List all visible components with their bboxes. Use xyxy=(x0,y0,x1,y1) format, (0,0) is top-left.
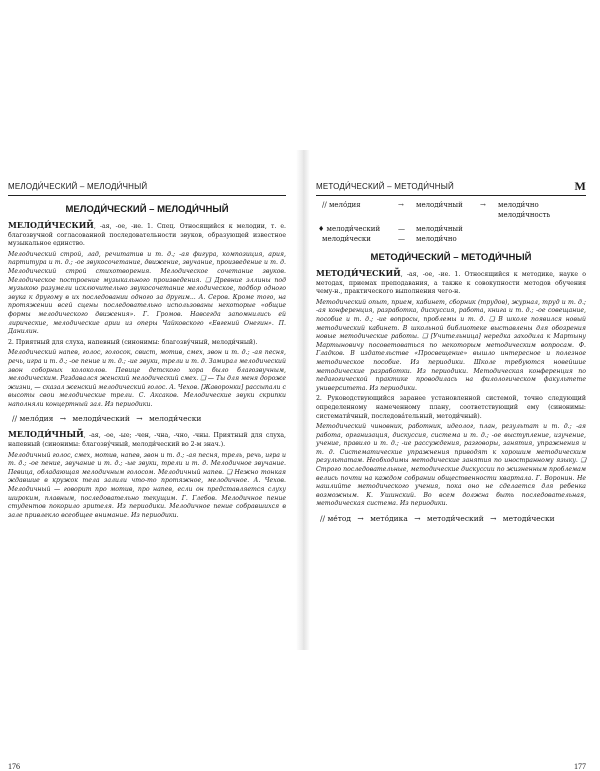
right-entry1-sense2-examples: Методический чиновник, работник, идеолог, план, результат и т. д.; -ая работа, организация, дискуссия, система и т. д.; -ое выступление, изучение, учение, правило и т. д.; -ие рассуждения, разговоры, занятия, упражнения и т. д. Систематические упражнения приводят к хорошим методическим результатам. Необходимы методические занятия по иностранному языку. ❑ Строго последовательные, методические дискуссии по жизненным проблемам велись почти на каждом собрании общественности квартала. Г. Воронин. Не нашлийте методического учения, пока оно не сделается для ребенка возможным. К. Ушинский. Во всем должна быть последовательная, методическая система. Из периодики. xyxy=(316,423,586,508)
chain-word: мелоди́чески xyxy=(148,414,202,424)
chain-word: мелоди́чно xyxy=(416,235,457,243)
chain-word: // мело́дия xyxy=(12,414,54,424)
right-entry1-definition xyxy=(316,269,586,297)
left-entry1-definition xyxy=(8,221,286,249)
left-page-body xyxy=(8,198,286,522)
right-running-head-text: МЕТОДИ́ЧЕСКИЙ – МЕТОДИ́ЧНЫЙ xyxy=(316,182,454,191)
left-running-head-text: МЕЛОДИ́ЧЕСКИЙ – МЕЛОДИ́ЧНЫЙ xyxy=(8,182,148,191)
right-entry1-def-text: , -ая, -ое, -ие. 1. Относящийся к методике, науке о методах, приемах преподавания, а также к совокупности методов обучения чему-н., практического выполнения чего-н. xyxy=(316,271,586,296)
chain-word: ♦ мелоди́ческий xyxy=(318,225,381,233)
right-running-head xyxy=(316,179,586,196)
chain-word: методи́ческий xyxy=(426,514,484,524)
chain-word-sub: мелоди́чность xyxy=(498,211,551,219)
chain-arrow: → xyxy=(398,201,404,209)
right-page-body xyxy=(316,198,586,530)
right-entry1-headword: МЕТОДИ́ЧЕСКИЙ xyxy=(316,268,401,278)
left-entry2-definition xyxy=(8,430,286,449)
left-entry1-examples: Мелодический строй, лад, речитатив и т. д.; -ая фигура, композиция, ария, партитура и т. д.; -ое звукосочетание, движение, звучание, произведение и т. д. Мелодический строй стихотворения. Мелодическое сочетание звуков. Мелодическое построение музыкального произведения. ❑ Древние эллины под музыкою разумели исключительно звукосочетание мелодическое, подбор одного звука к другому в их последовании одного за другим... А. Серов. Кроме того, на протяжении всей сцены последовательно использованы некоторые «общие формы мелодического движения». Г. Громов. Навсегда запомнились ей лирические, мелодические арии из оперы Чайковского «Евгений Онегин». П. Данилин. xyxy=(8,250,286,336)
chain-arrow: → xyxy=(480,201,486,209)
chain-dash: — xyxy=(398,235,405,243)
right-section-title: МЕТОДИ́ЧЕСКИЙ – МЕТОДИ́ЧНЫЙ xyxy=(370,252,532,263)
left-entry2-def-text: , -ая, -ое, -ые; -чен, -чна, -чно, -чны. Приятный для слуха, напевный (синонимы: благозву́чный, мелоди́ческий во 2-м знач.). xyxy=(8,432,286,449)
right-entry1-sense2: 2. Руководствующийся заранее установленной системой, точно следующий определенному намеченному плану, соответствующий ему (синонимы: системати́чный, последова́тельный, методи́чный). xyxy=(316,395,586,420)
chain-word: // ме́тод xyxy=(320,514,351,524)
chain-word: методи́чески xyxy=(502,514,555,524)
left-entry1-sense2-examples: Мелодический напев, голос, голосок, свист, мотив, смех, звон и т. д.; -ая песня, речь, игра и т. д.; -ое пение и т. д.; -ие звуки, трели и т. д. Замирал мелодический звон соборных колоколов. Певице детского хора было благозвучным, мелодическим. Раздавался женский мелодический смех. ❑ — Ты для меня дороже жизни, — сказал женский мелодический голос. А. Чехов. [Жаворонки] рассыпали с высоты свои мелодические трели. С. Аксаков. Мелодические звуки скрипки наполняли концертный зал. Из периодики. xyxy=(8,349,286,408)
right-entry1-examples: Методический опыт, прием, кабинет, сборник (трудов), журнал, труд и т. д.; -ая конференция, разработка, дискуссия, работа, книга и т. д.; -ое совещание, пособие и т. д.; -ие вопросы, проблемы и т. д. ❑ В школе появился новый методический кабинет. В школьной библиотеке выставлены для обозрения новые методические работы. ❑ [Учительница] нередка заходила к Мартыну Мартыновичу посоветоваться по некоторым методическим вопросам. Ф. Гладков. В издательстве «Просвещение» вышло интересное и полезное методическое пособие. Из периодики. Школе требуются новейшие методические разработки. Из периодики. Методическая конференция по педагогической практике проводилась на филологическом факультете университета. Из периодики. xyxy=(316,298,586,392)
left-entry1-sense2: 2. Приятный для слуха, напевный (синонимы: благозву́чный, мелоди́чный). xyxy=(8,338,258,346)
left-entry1-def-text: , -ая, -ое, -ие. 1. Спец. Относящийся к мелодии, т. е. благозвучной согласованной последовательности звуков, образующей известное музыкальное единство. xyxy=(8,223,286,248)
left-running-head xyxy=(8,182,286,196)
chain-word: // мело́дия xyxy=(322,201,361,209)
book-gutter xyxy=(296,150,310,650)
left-entry2-headword: МЕЛОДИ́ЧНЫЙ xyxy=(8,429,84,440)
right-derivation-block xyxy=(318,200,586,244)
left-entry1-derivation-chain xyxy=(12,414,286,424)
left-entry2-examples: Мелодичный голос, смех, мотив, напев, звон и т. д.; -ая песня, трель, речь, игра и т. д.; -ое пение, звучание и т. д.; -ые звуки, трели и т. д. Мелодичное звучание. Певица, обладающая мелодичным голосом. Мелодичный напев. ❑ Нежно тонкая ждавшие в кружок тела залили что-то протяжное, мелодичное. А. Чехов. Мелодичный — говорит про мотив, про напев, если он представляется слуху широким, плавным, последовательно текущим. Г. Глебов. Мелодичное пение студентов покорило зрителя. Из периодики. Мелодичное пение собравшихся в зале привлекло всеобщее внимание. Из периодики. xyxy=(8,451,286,519)
right-page-number: 177 xyxy=(574,762,586,771)
left-section-title: МЕЛОДИ́ЧЕСКИЙ – МЕЛОДИ́ЧНЫЙ xyxy=(65,204,229,215)
chain-arrow: → xyxy=(490,514,497,524)
chain-word: мелоди́чно xyxy=(498,201,539,209)
chain-word: мелоди́чный xyxy=(416,201,463,209)
right-entry1-derivation-chain xyxy=(320,514,586,524)
chain-arrow: → xyxy=(357,514,364,524)
chain-word: мелоди́чный xyxy=(416,225,463,233)
chain-arrow: → xyxy=(414,514,421,524)
chain-arrow: → xyxy=(136,414,143,424)
left-page-number: 176 xyxy=(8,762,20,771)
left-entry1-headword: МЕЛОДИ́ЧЕСКИЙ xyxy=(8,220,94,230)
right-section-letter: М xyxy=(574,179,586,193)
chain-word: мето́дика xyxy=(370,514,408,524)
chain-word: мелоди́чески xyxy=(322,235,371,243)
chain-word: мелоди́ческий xyxy=(72,414,130,424)
chain-dash: — xyxy=(398,225,405,233)
chain-arrow: → xyxy=(59,414,67,424)
